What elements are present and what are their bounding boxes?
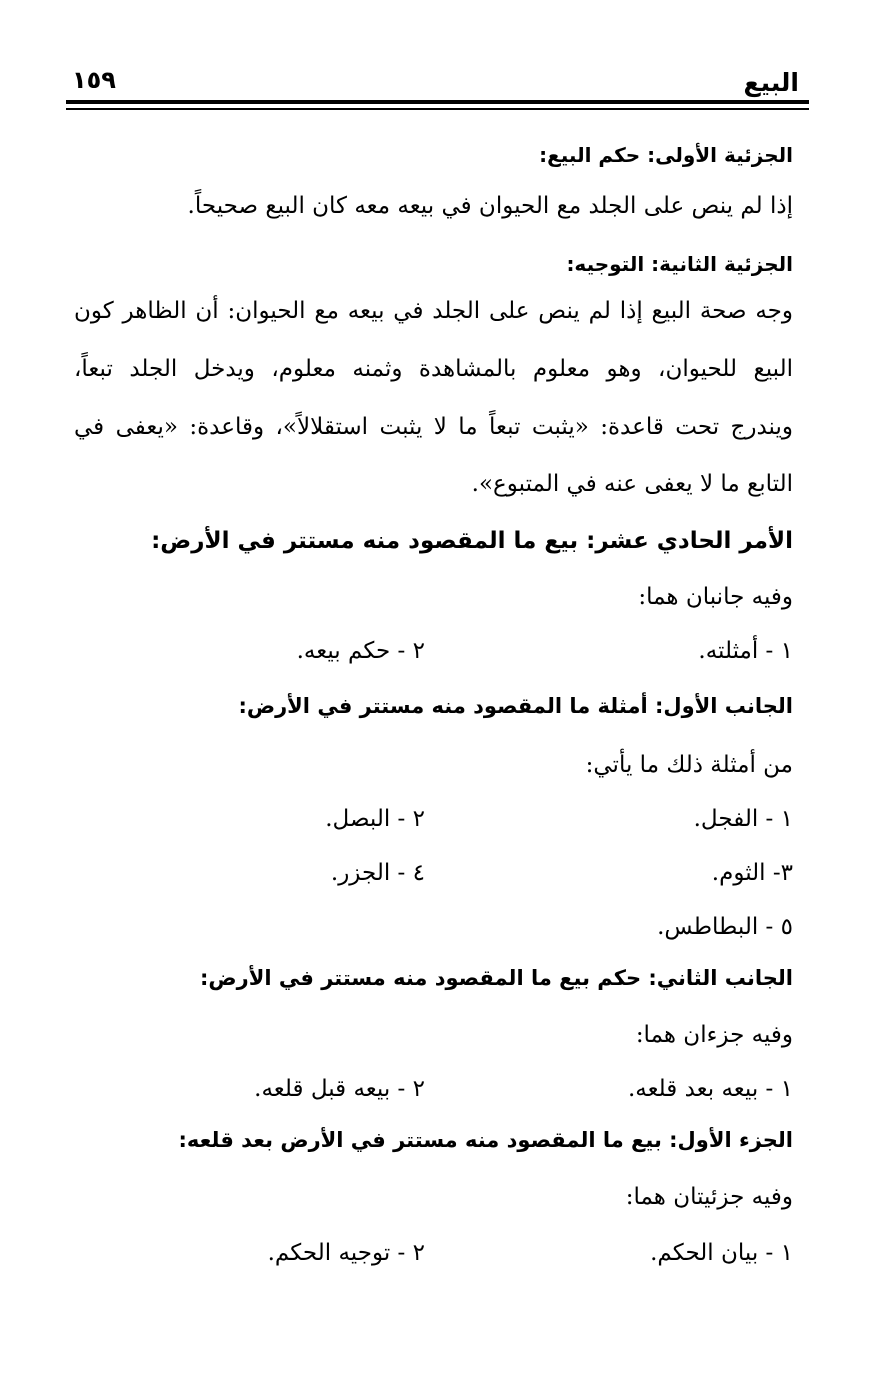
- section-heading: الأمر الحادي عشر: بيع ما المقصود منه مستتر في الأرض:: [151, 528, 793, 554]
- header-title: البيع: [743, 68, 799, 97]
- intro-line: وفيه جانبان هما:: [638, 584, 793, 610]
- list-item: ١ - بيعه بعد قلعه.: [627, 1076, 793, 1102]
- header-rule-thin: [66, 108, 809, 110]
- paragraph-line: ويندرج تحت قاعدة: «يثبت تبعاً ما لا يثبت استقلالاً»، وقاعدة: «يعفى في: [74, 414, 793, 440]
- subheading-justification: الجزئية الثانية: التوجيه:: [566, 252, 793, 276]
- list-item: ٢ - البصل.: [325, 806, 425, 832]
- list-item: ١ - الفجل.: [693, 806, 793, 832]
- running-header: [66, 66, 807, 96]
- paragraph-line: التابع ما لا يعفى عنه في المتبوع».: [471, 471, 793, 497]
- section-heading: الجانب الأول: أمثلة ما المقصود منه مستتر في الأرض:: [238, 694, 793, 718]
- paragraph-line: إذا لم ينص على الجلد مع الحيوان في بيعه معه كان البيع صحيحاً.: [187, 193, 793, 219]
- list-item: ١ - بيان الحكم.: [650, 1240, 793, 1266]
- section-heading: الجزء الأول: بيع ما المقصود منه مستتر في الأرض بعد قلعه:: [178, 1128, 793, 1152]
- paragraph-line: وجه صحة البيع إذا لم ينص على الجلد في بيعه مع الحيوان: أن الظاهر كون: [74, 298, 793, 324]
- page-number: ١٥٩: [72, 66, 116, 94]
- list-item: ٢ - بيعه قبل قلعه.: [254, 1076, 425, 1102]
- intro-line: من أمثلة ذلك ما يأتي:: [585, 752, 793, 778]
- intro-line: وفيه جزئيتان هما:: [625, 1184, 793, 1210]
- list-item: ٤ - الجزر.: [330, 860, 425, 886]
- list-item: ٢ - حكم بيعه.: [296, 638, 425, 664]
- list-item: ٥ - البطاطس.: [657, 914, 793, 940]
- list-item: ٣- الثوم.: [711, 860, 793, 886]
- header-rule-thick: [66, 100, 809, 104]
- paragraph-line: البيع للحيوان، وهو معلوم بالمشاهدة وثمنه معلوم، ويدخل الجلد تبعاً،: [74, 356, 793, 382]
- list-item: ٢ - توجيه الحكم.: [267, 1240, 425, 1266]
- subheading-ruling: الجزئية الأولى: حكم البيع:: [539, 143, 793, 167]
- list-item: ١ - أمثلته.: [698, 638, 793, 664]
- section-heading: الجانب الثاني: حكم بيع ما المقصود منه مستتر في الأرض:: [200, 966, 793, 990]
- intro-line: وفيه جزءان هما:: [635, 1022, 793, 1048]
